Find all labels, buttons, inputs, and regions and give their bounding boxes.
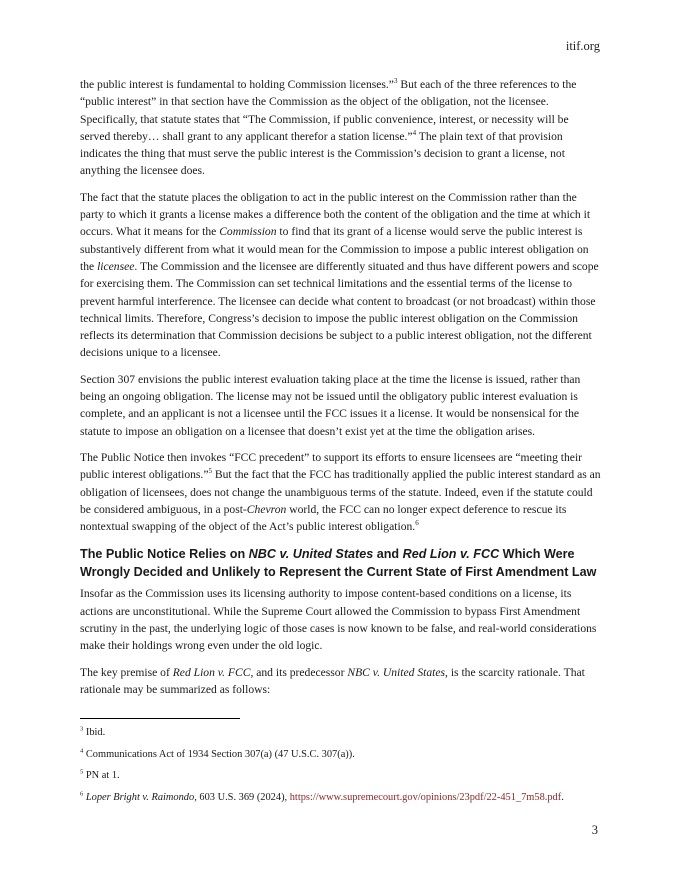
supreme-court-opinion-link[interactable]: https://www.supremecourt.gov/opinions/23pdf/22-451_7m58.pdf bbox=[289, 791, 562, 803]
heading-case-nbc: NBC v. United States bbox=[248, 547, 374, 562]
section-heading bbox=[80, 546, 601, 581]
footnote-divider bbox=[80, 718, 240, 719]
paragraph-text: to find that its grant of a license would serve the public interest is substantively different from what it would mean for the Commission to impose a public interest obligation on the bbox=[80, 225, 589, 273]
paragraph-text: world, the FCC can no longer expect deference to rescue its nontextual swapping of the object of the Act’s public interest obligation. bbox=[80, 502, 567, 534]
footnote-number: 6 bbox=[80, 790, 84, 798]
paragraph-text: But the fact that the FCC has traditionally applied the public interest standard as an obligation of licensees, does not change the unambiguous terms of the statute. Indeed, even if the statute could be considered ambiguous, in a post- bbox=[80, 468, 601, 516]
header-site-name: itif.org bbox=[565, 39, 600, 53]
footnote-number: 5 bbox=[80, 768, 84, 776]
heading-text: The Public Notice Relies on bbox=[80, 547, 249, 562]
paragraph-text: . The Commission and the licensee are differently situated and thus have different powers and scope for exercising them. The Commission can set technical limitations and the essential terms of the license to prevent harmful interference. The licensee can decide what content to broadcast (or not broadcast) within those technical limits. Therefore, Congress’s decision to impose the public interest obligation on the Commission reflects its determination that Commission decisions be subject to a public interest obligation, not the different decisions unique to a licensee. bbox=[80, 259, 599, 360]
emphasis-red-lion: Red Lion v. FCC bbox=[172, 665, 251, 679]
paragraph-text: The fact that the statute places the obligation to act in the public interest on the Commission rather than the party to which it grants a license makes a difference both the content of the obligation and the time at which it occurs. What it means for the bbox=[80, 190, 591, 239]
footnote-text: PN at 1. bbox=[85, 770, 120, 781]
page-number: 3 bbox=[591, 823, 598, 837]
footnote-number: 3 bbox=[80, 725, 84, 733]
paragraph-text: the public interest is fundamental to holding Commission licenses.” bbox=[80, 78, 394, 91]
footnote-5 bbox=[80, 769, 605, 783]
paragraph-1 bbox=[80, 76, 601, 180]
footnote-text: Ibid. bbox=[85, 727, 106, 738]
footnote-ref-5[interactable]: 5 bbox=[208, 467, 212, 476]
footnote-end-punctuation: . bbox=[561, 791, 564, 803]
paragraph-6 bbox=[80, 664, 601, 699]
emphasis-licensee: licensee bbox=[97, 259, 135, 273]
heading-text: Which Were Wrongly Decided and Unlikely to Represent the Current State of First Amendment Law bbox=[80, 547, 597, 579]
footnote-ref-3[interactable]: 3 bbox=[393, 77, 398, 86]
body-text bbox=[80, 76, 601, 707]
paragraph-text: But each of the three references to the “public interest” in that section have the Commission as the object of the obligation, not the licensee. Specifically, that statute states that “The Commission, if public convenience, interest, or necessity will be served thereby… shall grant to any applicant therefor a station license.” bbox=[80, 78, 577, 143]
footnote-text: Communications Act of 1934 Section 307(a) (47 U.S.C. 307(a)). bbox=[85, 748, 355, 760]
paragraph-4 bbox=[80, 449, 601, 535]
paragraph-text: The plain text of that provision indicates the thing that must serve the public interest is the Commission’s decision to grant a license, not anything the licensee does. bbox=[80, 129, 565, 178]
paragraph-text: The Public Notice then invokes “FCC precedent” to support its efforts to ensure licensees are “meeting their public interest obligations.” bbox=[80, 450, 583, 482]
footnote-citation: , 603 U.S. 369 (2024), bbox=[194, 791, 290, 803]
emphasis-chevron: Chevron bbox=[246, 502, 287, 516]
paragraph-2 bbox=[80, 189, 601, 362]
footnote-number: 4 bbox=[80, 747, 84, 755]
heading-case-red-lion: Red Lion v. FCC bbox=[402, 547, 500, 562]
footnote-4 bbox=[80, 748, 605, 762]
paragraph-text: , is the scarcity rationale. That rationale may be summarized as follows: bbox=[80, 665, 585, 696]
emphasis-commission: Commission bbox=[219, 225, 277, 239]
paragraph-text: , and its predecessor bbox=[250, 665, 348, 679]
paragraph-text: The key premise of bbox=[80, 665, 173, 679]
footnote-ref-4[interactable]: 4 bbox=[412, 129, 417, 138]
footnote-case-name: Loper Bright v. Raimondo bbox=[85, 791, 195, 803]
footnotes bbox=[80, 726, 605, 812]
emphasis-nbc: NBC v. United States bbox=[347, 665, 446, 679]
footnote-6 bbox=[80, 791, 605, 805]
heading-text: and bbox=[373, 547, 403, 562]
paragraph-3: Section 307 envisions the public interest evaluation taking place at the time the license is issued, rather than being an ongoing obligation. The license may not be issued until the obligatory public interest evaluation is complete, and an applicant is not a licensee until the FCC issues it a license. It would be nonsensical for the statute to impose an obligation on a licensee that doesn’t exist yet at the time the obligation arises. bbox=[80, 372, 581, 438]
paragraph-5: Insofar as the Commission uses its licensing authority to impose content-based conditions on a license, its actions are unconstitutional. While the Supreme Court allowed the Commission to bypass First Amendment scrutiny in the past, the underlying logic of those cases is now known to be false, and real-world considerations make their holdings wrong even under the old logic. bbox=[80, 587, 597, 653]
footnote-3 bbox=[80, 726, 605, 740]
footnote-ref-6[interactable]: 6 bbox=[415, 519, 419, 528]
